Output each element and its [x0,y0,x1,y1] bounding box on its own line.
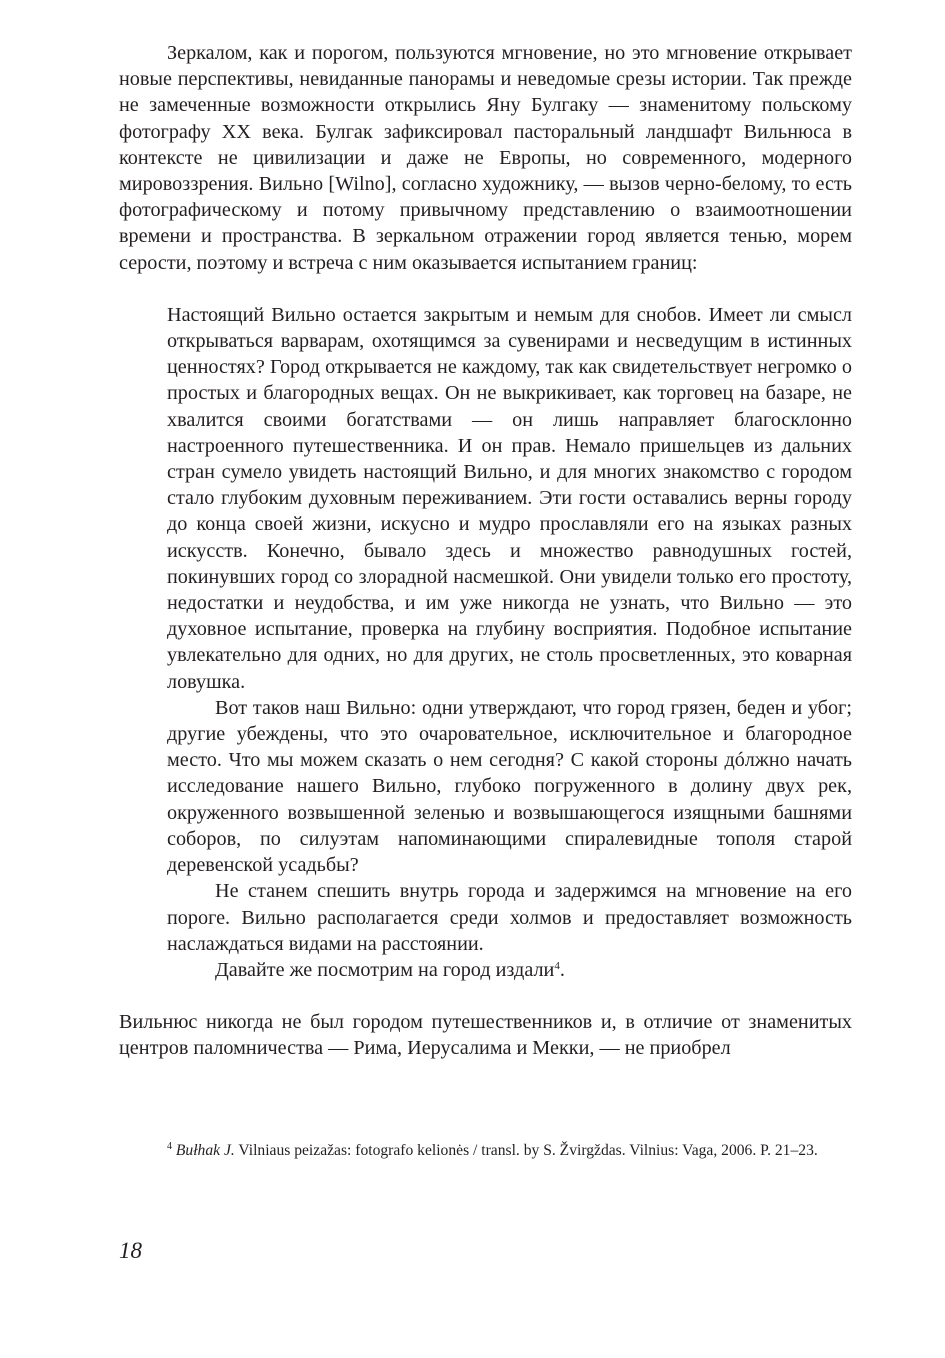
body-paragraph: Вильнюс никогда не был городом путешественников и, в отличие от знаменитых центров паломничества — Рима, Иерусалима и Мекки, — не приобрел [119,1011,852,1060]
quote-paragraph: Настоящий Вильно остается закрытым и немым для снобов. Имеет ли смысл открываться варварам, охотящимся за сувенирами и несведущим в истинных ценностях? Город открывается не каждому, так как свидетельствует негромко о простых и благородных вещах. Он не выкрикивает, как торговец на базаре, не хвалится своими богатствами — он лишь направляет благосклонно настроенного путешественника. И он прав. Немало пришельцев из дальних стран сумело увидеть настоящий Вильно, и для многих знакомство с городом стало глубоким духовным переживанием. Эти гости оставались верны городу до конца своей жизни, искусно и мудро прославляли его на языках разных искусств. Конечно, бывало здесь и множество равнодушных гостей, покинувших город со злорадной насмешкой. Они увидели только его простоту, недостатки и неудобства, и им уже никогда не узнать, что Вильно — это духовное испытание, проверка на глубину восприятия. Подобное испытание увлекательно для одних, но для других, не столь просветленных, это коварная ловушка. [167,303,852,693]
quote-last-text: Давайте же посмотрим на город издали [215,958,555,981]
footnote-number: 4 [167,1141,172,1152]
body-paragraph: Зеркалом, как и порогом, пользуются мгновение, но это мгновение открывает новые перспективы, невиданные панорамы и неведомые срезы истории. Так прежде не замеченные возможности открылись Яну Булгаку — знаменитому польскому фотографу XX века. Булгак зафиксировал пасторальный ландшафт Вильнюса в контексте не цивилизации и даже не Европы, но современного, модерного мировоззрения. Вильно [Wilno], согласно художнику, — вызов черно-белому, то есть фотографическому и потому привычному представлению о взаимоотношении времени и пространства. В зеркальном отражении город является тенью, морем серости, поэтому и встреча с ним оказывается испытанием границ: [119,42,852,274]
page-number: 18 [119,1238,142,1263]
block-quote [119,302,852,983]
quote-paragraph-last [167,957,852,983]
quote-last-end: . [559,958,565,981]
footnote [167,1140,852,1162]
footnote-reference[interactable]: 4 [554,959,560,972]
footnote-author: Bułhak J. [175,1142,235,1159]
page-body [119,40,852,1062]
quote-paragraph: Не станем спешить внутрь города и задержимся на мгновение на его пороге. Вильно располагается среди холмов и предоставляет возможность наслаждаться видами на расстоянии. [167,880,852,955]
footnote-text: Vilniaus peizažas: fotografo kelionės / transl. by S. Žvirgždas. Vilnius: Vaga, 2006. P. 21–23. [234,1142,818,1159]
quote-paragraph: Вот таков наш Вильно: одни утверждают, что город грязен, беден и убог; другие убеждены, что это очаровательное, исключительное и благородное место. Что мы можем сказать о нем сегодня? С какой стороны дóлжно начать исследование нашего Вильно, глубоко погруженного в долину двух рек, окруженного возвышенной зеленью и возвышающегося изящными башнями соборов, по силуэтам напоминающими спиралевидные тополя старой деревенской усадьбы? [167,696,852,877]
